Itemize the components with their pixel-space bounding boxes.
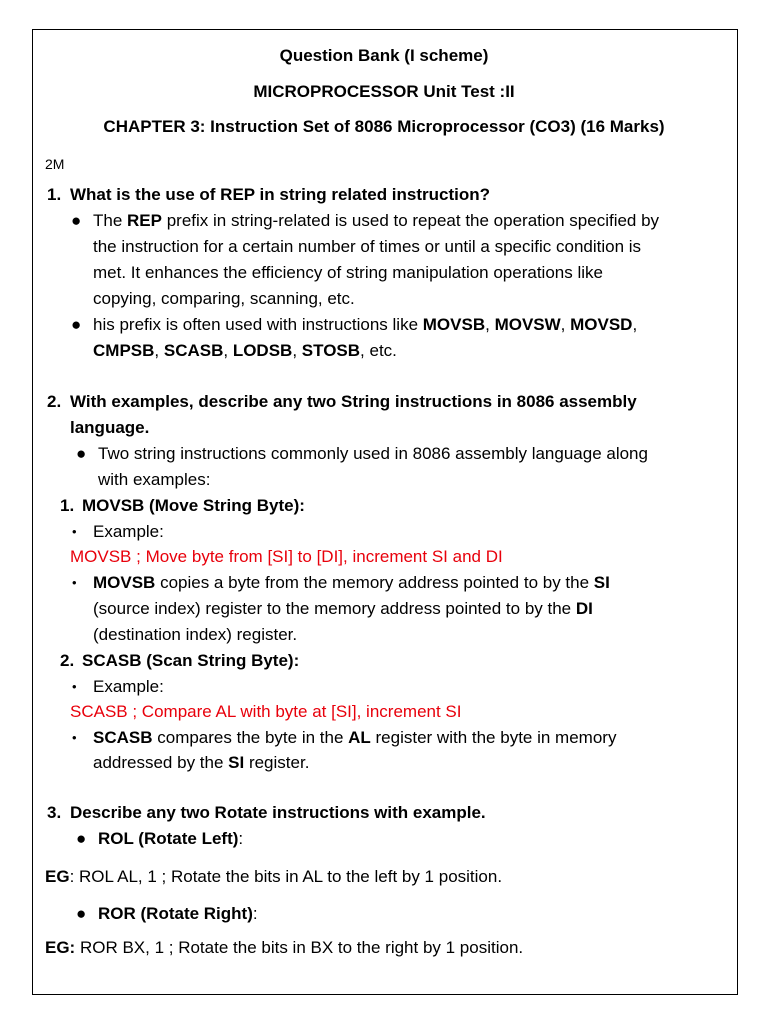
bullet-icon: ● <box>76 829 87 848</box>
q2-item2-code: SCASB ; Compare AL with byte at [SI], increment SI <box>70 702 462 721</box>
q2-question-line2: language. <box>70 418 150 437</box>
q2-item2-example-label: Example: <box>93 677 164 696</box>
bullet-icon: • <box>72 730 77 745</box>
q2-item2-desc-line2: addressed by the SI register. <box>93 753 310 772</box>
q3-rol-example: EG: ROL AL, 1 ; Rotate the bits in AL to the left by 1 position. <box>45 867 503 886</box>
q2-item1-code: MOVSB ; Move byte from [SI] to [DI], increment SI and DI <box>70 547 503 566</box>
q3-rol-title: ROL (Rotate Left): <box>98 829 244 848</box>
q1-bullet1-line1: The REP prefix in string-related is used to repeat the operation specified by <box>93 211 660 230</box>
q3-question: Describe any two Rotate instructions with example. <box>70 803 486 822</box>
q1-question: What is the use of REP in string related instruction? <box>70 185 491 204</box>
q1-bullet2-line1: his prefix is often used with instructions like MOVSB, MOVSW, MOVSD, <box>93 315 638 334</box>
q2-item2-title: SCASB (Scan String Byte): <box>82 651 300 670</box>
q2-item1-example-label: Example: <box>93 522 164 541</box>
q2-item2-number: 2. <box>60 651 75 670</box>
q2-number: 2. <box>47 392 62 411</box>
q1-bullet1-line3: met. It enhances the efficiency of string manipulation operations like <box>93 263 603 282</box>
q1-bullet1-line2: the instruction for a certain number of times or until a specific condition is <box>93 237 642 256</box>
bullet-icon: • <box>72 524 77 539</box>
q3-ror-title: ROR (Rotate Right): <box>98 904 258 923</box>
q3-ror-example: EG: ROR BX, 1 ; Rotate the bits in BX to the right by 1 position. <box>45 938 524 957</box>
q1-bullet2-line2: CMPSB, SCASB, LODSB, STOSB, etc. <box>93 341 397 360</box>
q2-item1-title: MOVSB (Move String Byte): <box>82 496 305 515</box>
q2-item1-number: 1. <box>60 496 75 515</box>
doc-title: Question Bank (I scheme) <box>279 46 489 65</box>
q3-number: 3. <box>47 803 62 822</box>
q2-question-line1: With examples, describe any two String instructions in 8086 assembly <box>70 392 637 411</box>
q2-intro-line2: with examples: <box>98 470 211 489</box>
bullet-icon: ● <box>71 315 82 334</box>
q2-item1-desc-line3: (destination index) register. <box>93 625 298 644</box>
chapter-heading: CHAPTER 3: Instruction Set of 8086 Microprocessor (CO3) (16 Marks) <box>103 117 665 136</box>
q1-number: 1. <box>47 185 62 204</box>
bullet-icon: • <box>72 575 77 590</box>
q2-item1-desc-line1: MOVSB copies a byte from the memory address pointed to by the SI <box>93 573 610 592</box>
q2-intro-line1: Two string instructions commonly used in 8086 assembly language along <box>98 444 648 463</box>
q2-item1-desc-line2: (source index) register to the memory address pointed to by the DI <box>93 599 593 618</box>
q1-bullet1-line4: copying, comparing, scanning, etc. <box>93 289 355 308</box>
doc-subtitle: MICROPROCESSOR Unit Test :II <box>253 82 515 101</box>
q2-item2-desc-line1: SCASB compares the byte in the AL register with the byte in memory <box>93 728 617 747</box>
bullet-icon: ● <box>76 444 87 463</box>
bullet-icon: ● <box>71 211 82 230</box>
bullet-icon: ● <box>76 904 87 923</box>
marks-label: 2M <box>45 156 65 172</box>
bullet-icon: • <box>72 679 77 694</box>
